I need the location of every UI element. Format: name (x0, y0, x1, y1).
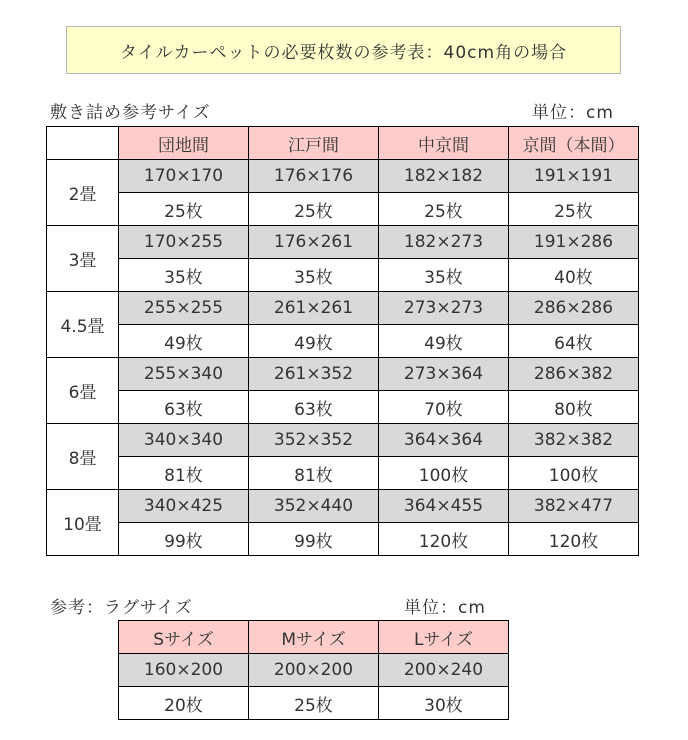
count-row (47, 457, 639, 490)
room-size-label: 2畳 (47, 160, 119, 226)
dimension-cell: 273×364 (379, 358, 509, 391)
dimension-cell: 340×425 (119, 490, 249, 523)
tile-count-cell: 40枚 (509, 259, 639, 292)
tile-count-cell: 64枚 (509, 325, 639, 358)
count-row (47, 325, 639, 358)
dimension-cell: 352×352 (249, 424, 379, 457)
dimension-cell: 191×286 (509, 226, 639, 259)
tile-count-cell: 120枚 (379, 523, 509, 556)
dimension-cell: 273×273 (379, 292, 509, 325)
count-row (47, 523, 639, 556)
dimension-cell: 286×286 (509, 292, 639, 325)
dimension-cell: 382×477 (509, 490, 639, 523)
tile-count-cell: 25枚 (509, 193, 639, 226)
rug-dimension-cell: 160×200 (119, 654, 249, 687)
room-size-label: 6畳 (47, 358, 119, 424)
dimension-cell: 382×382 (509, 424, 639, 457)
column-header: 江戸間 (249, 127, 379, 160)
dimension-cell: 255×255 (119, 292, 249, 325)
tile-count-cell: 81枚 (249, 457, 379, 490)
tile-count-cell: 120枚 (509, 523, 639, 556)
count-row (47, 259, 639, 292)
dimension-cell: 255×340 (119, 358, 249, 391)
table-header-row (47, 127, 639, 160)
dimension-cell: 170×170 (119, 160, 249, 193)
tile-count-cell: 25枚 (249, 193, 379, 226)
dimension-cell: 170×255 (119, 226, 249, 259)
tile-count-cell: 81枚 (119, 457, 249, 490)
main-table-caption: 敷き詰め参考サイズ (50, 103, 211, 123)
size-row (47, 226, 639, 259)
tile-count-cell: 99枚 (249, 523, 379, 556)
count-row (47, 193, 639, 226)
dimension-cell: 191×191 (509, 160, 639, 193)
rug-header-row (119, 621, 509, 654)
tile-count-cell: 70枚 (379, 391, 509, 424)
tile-count-cell: 100枚 (509, 457, 639, 490)
rug-tile-count-cell: 30枚 (379, 687, 509, 720)
tile-count-cell: 49枚 (119, 325, 249, 358)
tile-count-cell: 80枚 (509, 391, 639, 424)
size-row (47, 490, 639, 523)
size-row (47, 160, 639, 193)
rug-table-unit: 単位：cm (404, 598, 486, 618)
dimension-cell: 176×176 (249, 160, 379, 193)
rug-size-table (118, 620, 509, 720)
tile-count-cell: 99枚 (119, 523, 249, 556)
rug-column-header: Mサイズ (249, 621, 379, 654)
tile-count-cell: 100枚 (379, 457, 509, 490)
column-header: 中京間 (379, 127, 509, 160)
tile-count-cell: 49枚 (379, 325, 509, 358)
size-row (47, 358, 639, 391)
size-row (47, 424, 639, 457)
room-size-label: 8畳 (47, 424, 119, 490)
rug-count-row (119, 687, 509, 720)
column-header: 京間（本間） (509, 127, 639, 160)
room-size-label: 3畳 (47, 226, 119, 292)
tile-count-cell: 25枚 (119, 193, 249, 226)
rug-size-row (119, 654, 509, 687)
dimension-cell: 364×364 (379, 424, 509, 457)
rug-dimension-cell: 200×240 (379, 654, 509, 687)
tile-count-cell: 35枚 (249, 259, 379, 292)
main-table-unit: 単位：cm (532, 103, 614, 123)
dimension-cell: 182×273 (379, 226, 509, 259)
size-row (47, 292, 639, 325)
dimension-cell: 364×455 (379, 490, 509, 523)
dimension-cell: 352×440 (249, 490, 379, 523)
rug-tile-count-cell: 20枚 (119, 687, 249, 720)
room-size-label: 10畳 (47, 490, 119, 556)
rug-dimension-cell: 200×200 (249, 654, 379, 687)
rug-column-header: Sサイズ (119, 621, 249, 654)
dimension-cell: 182×182 (379, 160, 509, 193)
tile-count-cell: 35枚 (119, 259, 249, 292)
count-row (47, 391, 639, 424)
dimension-cell: 286×382 (509, 358, 639, 391)
dimension-cell: 261×261 (249, 292, 379, 325)
column-header: 団地間 (119, 127, 249, 160)
rug-tile-count-cell: 25枚 (249, 687, 379, 720)
dimension-cell: 340×340 (119, 424, 249, 457)
tile-count-cell: 63枚 (119, 391, 249, 424)
tile-count-table (46, 126, 639, 556)
tile-count-cell: 25枚 (379, 193, 509, 226)
rug-table-caption: 参考：ラグサイズ (50, 598, 193, 618)
dimension-cell: 261×352 (249, 358, 379, 391)
dimension-cell: 176×261 (249, 226, 379, 259)
room-size-label: 4.5畳 (47, 292, 119, 358)
tile-count-cell: 49枚 (249, 325, 379, 358)
tile-count-cell: 35枚 (379, 259, 509, 292)
rug-column-header: Lサイズ (379, 621, 509, 654)
corner-cell (47, 127, 119, 160)
tile-count-cell: 63枚 (249, 391, 379, 424)
page-title: タイルカーペットの必要枚数の参考表：40cm角の場合 (66, 26, 621, 74)
